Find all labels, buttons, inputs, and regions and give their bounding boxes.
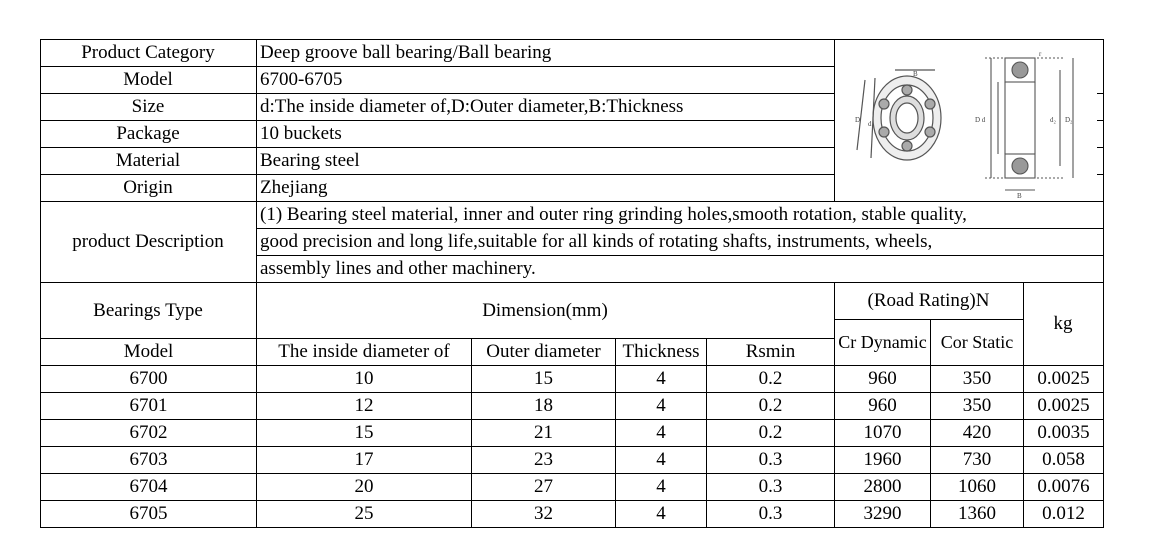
column-line	[471, 338, 472, 528]
column-line	[930, 319, 931, 528]
table-cell: 4	[656, 449, 666, 470]
left-border	[40, 39, 41, 528]
table-cell: 1060	[958, 476, 996, 497]
table-cell: 17	[354, 449, 374, 470]
table-cell: 6704	[129, 476, 168, 497]
info-label: Package	[116, 123, 180, 144]
table-cell: 0.2	[758, 395, 783, 416]
bearing-diagram	[835, 40, 1101, 201]
label-D: D	[855, 116, 861, 124]
label-r: r	[1039, 50, 1042, 58]
label-D2: D₂	[1065, 116, 1073, 124]
column-line	[1023, 282, 1024, 528]
table-cell: 3290	[863, 503, 902, 524]
info-value: Deep groove ball bearing/Ball bearing	[260, 42, 552, 63]
column-line	[706, 338, 707, 528]
info-label: Origin	[123, 177, 173, 198]
info-label: Product Category	[81, 42, 215, 63]
table-cell: 6700	[129, 368, 168, 389]
table-cell: 730	[962, 449, 992, 470]
label-Dd: D d	[975, 116, 986, 124]
table-cell: 4	[656, 422, 666, 443]
table-cell: 6705	[129, 503, 168, 524]
info-value: d:The inside diameter of,D:Outer diameter,B:Thickness	[260, 96, 684, 117]
table-cell: 960	[868, 368, 897, 389]
table-cell: 0.0035	[1037, 422, 1090, 443]
table-cell: 350	[962, 368, 992, 389]
label-d: d	[868, 120, 872, 128]
label-column-line	[256, 39, 257, 528]
table-cell: 0.0076	[1037, 476, 1090, 497]
description-line: good precision and long life,suitable for all kinds of rotating shafts, instruments, wheels,	[260, 231, 933, 252]
table-cell: 4	[656, 476, 666, 497]
column-line	[615, 338, 616, 528]
group-header-load: (Road Rating)N	[867, 290, 990, 311]
column-header: Thickness	[622, 341, 700, 362]
table-cell: 6701	[129, 395, 168, 416]
table-cell: 6703	[129, 449, 168, 470]
table-cell: 0.2	[758, 368, 783, 389]
table-cell: 12	[354, 395, 374, 416]
table-cell: 1360	[958, 503, 996, 524]
table-cell: 10	[354, 368, 374, 389]
table-cell: 23	[534, 449, 553, 470]
info-value: 10 buckets	[260, 123, 342, 144]
table-cell: 1070	[863, 422, 902, 443]
label-d2: d₂	[1050, 116, 1056, 124]
bearing-section-icon	[985, 58, 1073, 190]
table-cell: 0.0025	[1037, 395, 1090, 416]
spec-sheet	[40, 39, 1103, 529]
table-cell: 350	[962, 395, 992, 416]
description-line: assembly lines and other machinery.	[260, 258, 536, 279]
table-cell: 4	[656, 395, 666, 416]
column-header: Model	[123, 341, 174, 362]
table-cell: 2800	[863, 476, 902, 497]
table-cell: 0.3	[758, 476, 783, 497]
column-header: Outer diameter	[486, 341, 601, 362]
table-cell: 0.3	[758, 503, 783, 524]
table-cell: 0.0025	[1037, 368, 1090, 389]
info-value: Zhejiang	[260, 177, 328, 198]
group-header-type: Bearings Type	[93, 300, 203, 321]
table-cell: 1960	[863, 449, 902, 470]
label-B: B	[913, 70, 918, 78]
table-cell: 15	[354, 422, 374, 443]
column-header: Rsmin	[745, 341, 796, 362]
table-cell: 4	[656, 368, 666, 389]
right-border	[1103, 39, 1104, 528]
table-cell: 20	[354, 476, 374, 497]
table-cell: 0.012	[1042, 503, 1085, 524]
picture-column-line	[834, 39, 835, 202]
column-line	[834, 282, 835, 528]
column-header: The inside diameter of	[278, 341, 450, 362]
bearing-drawing	[835, 40, 1101, 201]
table-cell: 960	[868, 395, 897, 416]
info-label: Material	[115, 150, 181, 171]
table-cell: 32	[534, 503, 553, 524]
table-cell: 21	[534, 422, 553, 443]
table-cell: 420	[962, 422, 992, 443]
description-label: product Description	[72, 231, 224, 252]
info-value: Bearing steel	[260, 150, 360, 171]
table-cell: 0.058	[1042, 449, 1085, 470]
table-cell: 25	[354, 503, 374, 524]
table-cell: 4	[656, 503, 666, 524]
table-cell: 0.3	[758, 449, 783, 470]
table-cell: 27	[534, 476, 553, 497]
table-cell: 18	[534, 395, 553, 416]
description-line: (1) Bearing steel material, inner and outer ring grinding holes,smooth rotation, stable quality,	[260, 204, 967, 225]
info-label: Size	[131, 96, 165, 117]
table-cell: 0.2	[758, 422, 783, 443]
info-value: 6700-6705	[260, 69, 343, 90]
table-row-divider	[40, 527, 1104, 528]
group-header-kg: kg	[1053, 313, 1073, 334]
label-B2: B	[1017, 192, 1022, 200]
info-label: Model	[123, 69, 173, 90]
table-cell: 15	[534, 368, 553, 389]
column-header: Cr Dynamic	[838, 332, 927, 352]
column-header: Cor Static	[940, 332, 1014, 352]
table-cell: 6702	[129, 422, 168, 443]
group-header-dimension: Dimension(mm)	[482, 300, 608, 321]
bearing-3d-icon	[857, 70, 941, 160]
